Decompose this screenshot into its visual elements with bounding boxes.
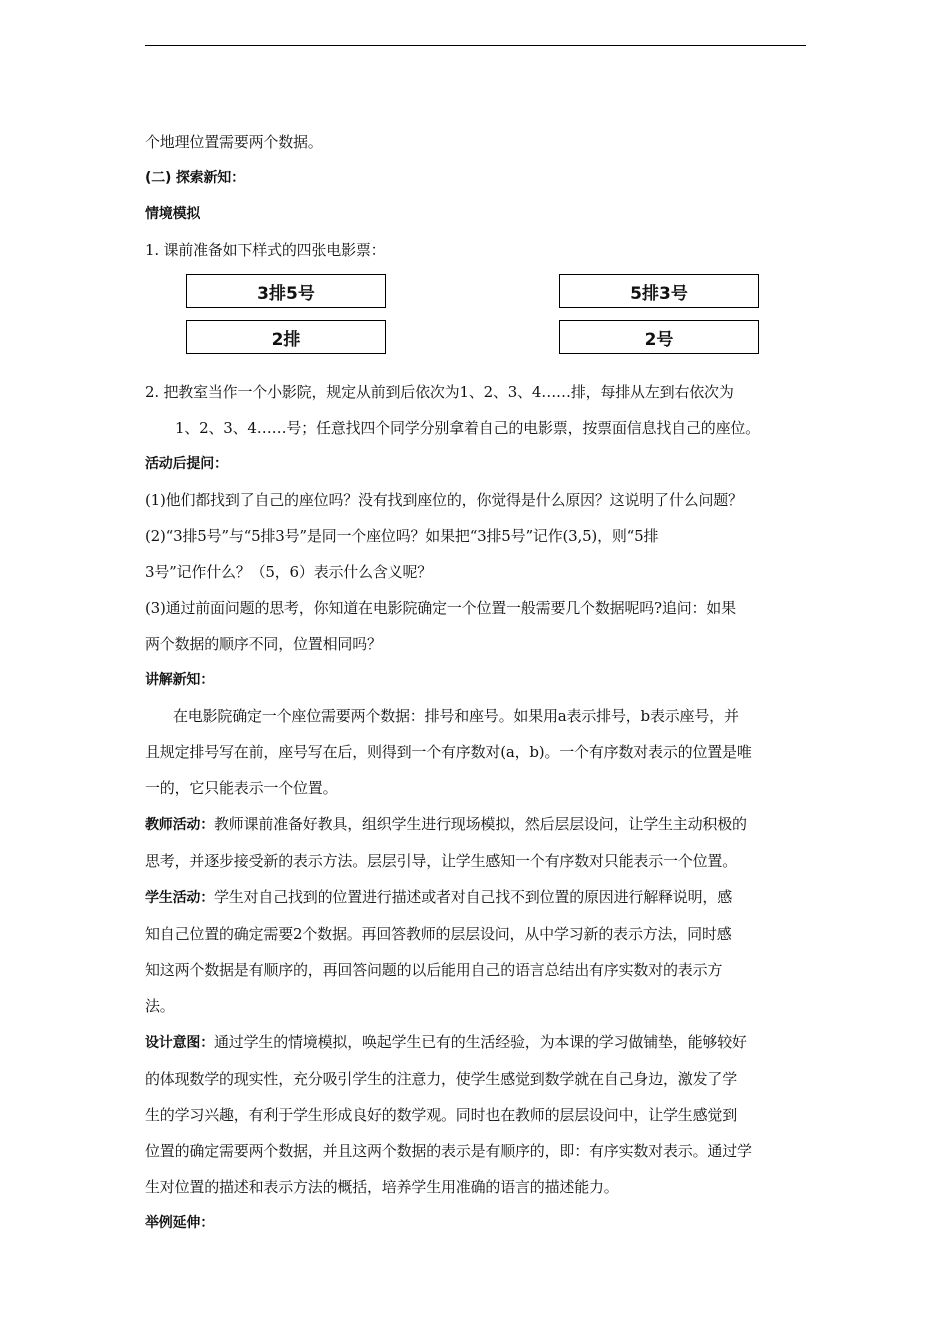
design-intent-line-3: 生的学习兴趣，有利于学生形成良好的数学观。同时也在教师的层层设问中，让学生感觉到 [145,1106,738,1124]
subheading-questions: 活动后提问： [145,456,228,472]
explain-line-2: 且规定排号写在前，座号写在后，则得到一个有序数对(a，b)。一个有序数对表示的位置是唯 [145,743,752,761]
question-2-line1: (2)“3排5号”与“5排3号”是同一个座位吗？如果把“3排5号”记作(3,5)，则“5排 [145,527,659,545]
student-activity-label: 学生活动： [145,890,214,906]
teacher-activity-line-2: 思考，并逐步接受新的表示方法。层层引导，让学生感知一个有序数对只能表示一个位置。 [145,852,738,870]
subheading-examples: 举例延伸： [145,1215,214,1231]
teacher-activity-line-1 [145,806,806,843]
header-rule [145,45,806,46]
section-heading-explore: (二) 探索新知： [145,170,245,186]
document-body [145,124,806,1241]
ticket-row2: 2排 [186,320,386,354]
student-activity-text-1: 学生对自己找到的位置进行描述或者对自己找不到位置的原因进行解释说明，感 [214,888,733,906]
list-item-2-line2: 1、2、3、4……号；任意找四个同学分别拿着自己的电影票，按票面信息找自己的座位。 [175,419,760,437]
explain-line-3: 一的，它只能表示一个位置。 [145,779,338,797]
explain-line-1: 在电影院确定一个座位需要两个数据：排号和座号。如果用a表示排号，b表示座号，并 [173,707,739,725]
ticket-row3-seat5: 3排5号 [186,274,386,308]
movie-tickets [145,274,806,370]
question-3-line1: (3)通过前面问题的思考，你知道在电影院确定一个位置一般需要几个数据呢吗?追问：如果 [145,599,736,617]
subheading-explain: 讲解新知： [145,672,214,688]
student-activity-line-3: 知这两个数据是有顺序的，再回答问题的以后能用自己的语言总结出有序实数对的表示方 [145,961,723,979]
teacher-activity-label: 教师活动： [145,817,214,833]
question-3-line2: 两个数据的顺序不同，位置相同吗？ [145,635,382,653]
design-intent-line-2: 的体现数学的现实性，充分吸引学生的注意力，使学生感觉到数学就在自己身边，激发了学 [145,1070,738,1088]
teacher-activity-text-1: 教师课前准备好教具，组织学生进行现场模拟，然后层层设问，让学生主动积极的 [214,815,747,833]
question-1: (1)他们都找到了自己的座位吗？没有找到座位的，你觉得是什么原因？这说明了什么问题？ [145,491,743,509]
design-intent-label: 设计意图： [145,1035,214,1051]
student-activity-line-2: 知自己位置的确定需要2个数据。再回答教师的层层设问，从中学习新的表示方法，同时感 [145,925,732,943]
question-2-line2: 3号”记作什么？（5，6）表示什么含义呢？ [145,563,433,581]
student-activity-line-1 [145,879,806,916]
design-intent-line-4: 位置的确定需要两个数据，并且这两个数据的表示是有顺序的，即：有序实数对表示。通过学 [145,1142,752,1160]
ticket-seat2: 2号 [559,320,759,354]
list-item-2-line1: 2. 把教室当作一个小影院，规定从前到后依次为1、2、3、4……排，每排从左到右依次为 [145,383,734,401]
subheading-scenario: 情境模拟 [145,206,201,222]
design-intent-line-5: 生对位置的描述和表示方法的概括，培养学生用准确的语言的描述能力。 [145,1178,619,1196]
ticket-row5-seat3: 5排3号 [559,274,759,308]
list-item-1: 1. 课前准备如下样式的四张电影票： [145,241,386,259]
student-activity-line-4: 法。 [145,997,175,1015]
design-intent-text-1: 通过学生的情境模拟，唤起学生已有的生活经验，为本课的学习做铺垫，能够较好 [214,1033,747,1051]
intro-text: 个地理位置需要两个数据。 [145,133,323,151]
design-intent-line-1 [145,1024,806,1061]
